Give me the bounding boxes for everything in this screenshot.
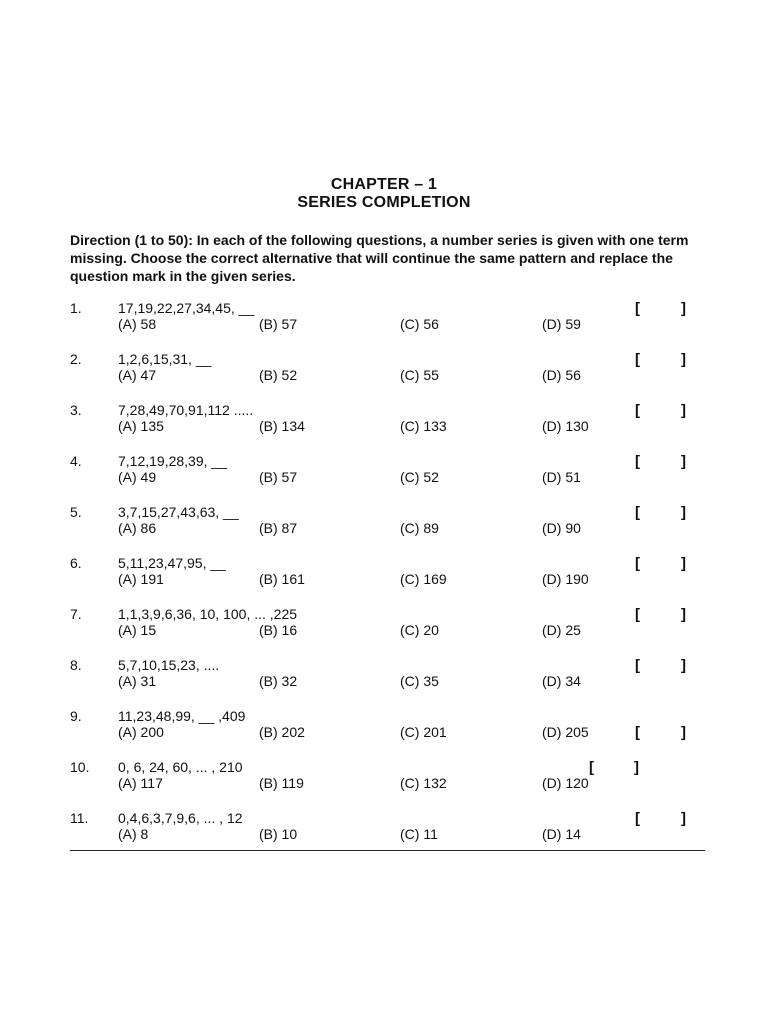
chapter-title: CHAPTER – 1: [330, 176, 438, 193]
option-b: (B) 134: [259, 418, 305, 434]
option-d: (D) 205: [542, 724, 589, 740]
answer-bracket-open: [: [635, 555, 640, 572]
footer-divider: [70, 850, 705, 851]
answer-bracket-open: [: [635, 453, 640, 470]
question-series: 3,7,15,27,43,63, __: [118, 504, 239, 520]
option-b: (B) 119: [259, 775, 304, 791]
option-c: (C) 35: [400, 673, 439, 689]
option-d: (D) 25: [542, 622, 581, 638]
option-c: (C) 52: [400, 469, 439, 485]
question-number: 11.: [70, 810, 89, 826]
question-series: 0, 6, 24, 60, ... , 210: [118, 759, 243, 775]
option-d: (D) 34: [542, 673, 581, 689]
answer-bracket-open: [: [635, 351, 640, 368]
option-b: (B) 87: [259, 520, 298, 536]
answer-bracket-open: [: [635, 657, 640, 674]
option-a: (A) 8: [118, 826, 149, 842]
option-a: (A) 117: [118, 775, 163, 791]
question-number: 2.: [70, 351, 82, 367]
option-d: (D) 14: [542, 826, 581, 842]
answer-bracket-close: ]: [681, 810, 686, 827]
question-series: 1,1,3,9,6,36, 10, 100, ... ,225: [118, 606, 298, 622]
question-number: 6.: [70, 555, 82, 571]
option-b: (B) 10: [259, 826, 298, 842]
option-a: (A) 47: [118, 367, 157, 383]
option-d: (D) 56: [542, 367, 581, 383]
answer-bracket-open: [: [635, 402, 640, 419]
question-number: 8.: [70, 657, 82, 673]
option-d: (D) 120: [542, 775, 589, 791]
question-series: 5,11,23,47,95, __: [118, 555, 226, 571]
question-number: 10.: [70, 759, 90, 775]
answer-bracket-open: [: [635, 724, 640, 741]
question-number: 4.: [70, 453, 82, 469]
question-item: [0, 759, 768, 810]
question-number: 7.: [70, 606, 82, 622]
option-b: (B) 52: [259, 367, 298, 383]
question-number: 5.: [70, 504, 82, 520]
answer-bracket-close: ]: [681, 453, 686, 470]
question-series: 11,23,48,99, __ ,409: [118, 708, 246, 724]
answer-bracket-open: [: [635, 300, 640, 317]
option-c: (C) 89: [400, 520, 439, 536]
answer-bracket-close: ]: [681, 555, 686, 572]
option-c: (C) 201: [400, 724, 447, 740]
answer-bracket-close: ]: [681, 402, 686, 419]
question-item: [0, 708, 768, 759]
option-d: (D) 130: [542, 418, 589, 434]
option-c: (C) 55: [400, 367, 439, 383]
option-d: (D) 190: [542, 571, 589, 587]
option-b: (B) 16: [259, 622, 298, 638]
answer-bracket-close: ]: [681, 504, 686, 521]
question-item: [0, 300, 768, 351]
question-item: [0, 504, 768, 555]
question-series: 7,12,19,28,39, __: [118, 453, 227, 469]
option-c: (C) 169: [400, 571, 447, 587]
option-d: (D) 90: [542, 520, 581, 536]
option-b: (B) 161: [259, 571, 305, 587]
option-b: (B) 32: [259, 673, 298, 689]
option-c: (C) 133: [400, 418, 447, 434]
answer-bracket-open: [: [635, 606, 640, 623]
question-number: 3.: [70, 402, 82, 418]
option-c: (C) 20: [400, 622, 439, 638]
direction-paragraph: Direction (1 to 50): In each of the following questions, a number series is given with one term missing. Choose the correct alternative that will continue the same pattern and replace the question mark in the given series.: [70, 232, 689, 284]
question-item: [0, 453, 768, 504]
question-item: [0, 657, 768, 708]
question-item: [0, 810, 768, 861]
answer-bracket-close: ]: [681, 351, 686, 368]
question-series: 5,7,10,15,23, ....: [118, 657, 220, 673]
option-b: (B) 57: [259, 316, 298, 332]
option-a: (A) 86: [118, 520, 157, 536]
option-b: (B) 202: [259, 724, 305, 740]
option-a: (A) 191: [118, 571, 164, 587]
question-item: [0, 351, 768, 402]
option-d: (D) 51: [542, 469, 581, 485]
question-series: 0,4,6,3,7,9,6, ... , 12: [118, 810, 243, 826]
question-item: [0, 402, 768, 453]
answer-bracket-open: [: [589, 759, 594, 776]
option-c: (C) 11: [400, 826, 438, 842]
chapter-subtitle: SERIES COMPLETION: [297, 194, 471, 211]
question-item: [0, 606, 768, 657]
question-number: 9.: [70, 708, 82, 724]
answer-bracket-close: ]: [634, 759, 639, 776]
option-d: (D) 59: [542, 316, 581, 332]
answer-bracket-close: ]: [681, 724, 686, 741]
option-c: (C) 56: [400, 316, 439, 332]
answer-bracket-close: ]: [681, 606, 686, 623]
option-b: (B) 57: [259, 469, 298, 485]
option-a: (A) 58: [118, 316, 157, 332]
question-series: 7,28,49,70,91,112 .....: [118, 402, 254, 418]
option-a: (A) 135: [118, 418, 164, 434]
answer-bracket-open: [: [635, 810, 640, 827]
option-a: (A) 49: [118, 469, 157, 485]
question-series: 17,19,22,27,34,45, __: [118, 300, 255, 316]
answer-bracket-close: ]: [681, 300, 686, 317]
question-series: 1,2,6,15,31, __: [118, 351, 212, 367]
answer-bracket-close: ]: [681, 657, 686, 674]
question-item: [0, 555, 768, 606]
answer-bracket-open: [: [635, 504, 640, 521]
option-c: (C) 132: [400, 775, 447, 791]
option-a: (A) 200: [118, 724, 164, 740]
option-a: (A) 31: [118, 673, 157, 689]
question-list: [0, 300, 768, 861]
question-number: 1.: [70, 300, 82, 316]
option-a: (A) 15: [118, 622, 157, 638]
